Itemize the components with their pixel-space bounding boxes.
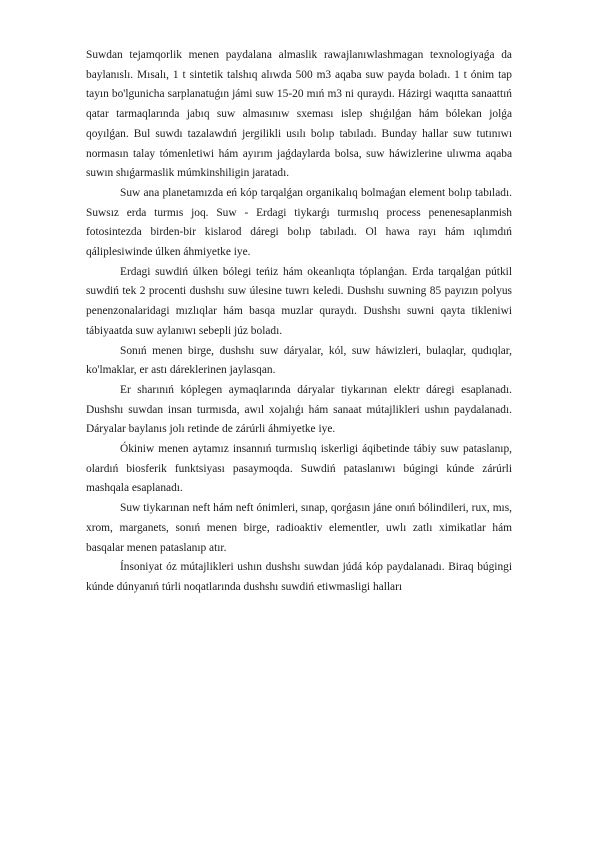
paragraph-6: Ókiniw menen aytamız insannıń turmıslıq iskerligi áqibetinde tábiy suw pataslanıp, olardıń biosferik funktsiyası pasaymoqda. Suwdiń pataslanıwı búgingi kúnde zárúrli mashqala esaplanadı. — [86, 443, 512, 495]
paragraph-4: Sonıń menen birge, dushshı suw dáryalar, kól, suw háwizleri, bulaqlar, qudıqlar, ko'lmaklar, er astı dáreklerinen jaylasqan. — [86, 344, 512, 377]
paragraph-5: Er sharınıń kóplegen aymaqlarında dáryalar tiykarınan elektr dáregi esaplanadı. Dushshı suwdan insan turmısda, awıl xojalıǵı hám sanaat mútajlikleri ushın paydalanadı. Dáryalar baylanıs jolı retinde de zárúrli áhmiyetke iye. — [86, 383, 512, 436]
paragraph-8: Ínsoniyat óz mútajlikleri ushın dushshı suwdan júdá kóp paydalanadı. Biraq búgingi kúnde dúnyanıń túrli noqatlarında dushshı suwdiń etiwmasligi halları — [86, 561, 512, 593]
paragraph-2: Suw ana planetamızda eń kóp tarqalǵan organikalıq bolmaǵan element bolıp tabıladı. Suwsız erda turmıs joq. Suw - Erdagi tiykarǵı turmıslıq process penenesaplanmish fotosintezda birden-bir kislarod dáregi bolıp tabıladı. Ol hawa rayı hám ıqlımdıń qáliplesiwinde úlken áhmiyetke iye. — [86, 186, 512, 259]
paragraph-1: Suwdan tejamqorlik menen paydalana almaslik rawajlanıwlashmagan texnologiyaǵa da baylanıslı. Mısalı, 1 t sintetik talshıq alıwda 500 m3 aqaba suw payda boladı. 1 t ónim tap tayın bo'lgunicha sarplanatuǵın jámi suw 15-20 mıń m3 ni quraydı. Házirgi waqıtta sanaattıń qatar tarmaqlarında jabıq suw almasınıw sxeması islep shıǵılǵan hám bólekan jolǵa qoyılǵan. Bul suwdı tazalawdıń jergilikli usılı bolıp tabıladı. Bunday hallar suw tutınıwı normasın talay tómenletiwi hám ayırım jaǵdaylarda bolsa, suw háwizlerine ulıwma aqaba suwın shıǵarmaslik múmkinshiligin jaratadı. — [86, 49, 512, 180]
paragraph-7: Suw tiykarınan neft hám neft ónimleri, sınap, qorǵasın jáne onıń bólindileri, rux, mıs, xrom, marganets, sonıń menen birge, radioaktiv elementler, uwlı zatlı ximikatlar hám basqalar menen pataslanıp atır. — [86, 502, 512, 554]
paragraph-3: Erdagi suwdiń úlken bólegi teńiz hám okeanlıqta tóplanǵan. Erda tarqalǵan pútkil suwdiń tek 2 procenti dushshı suw úlesine tuwrı keledi. Dushshı suwning 85 payızın polyus penenzonalaridagi mızlıqlar hám basqa muzlar quraydı. Dushshı suwni qayta tikleniwi tábiyaatda suw aylanıwı sebepli júz boladı. — [86, 265, 512, 337]
body-text — [86, 46, 512, 598]
